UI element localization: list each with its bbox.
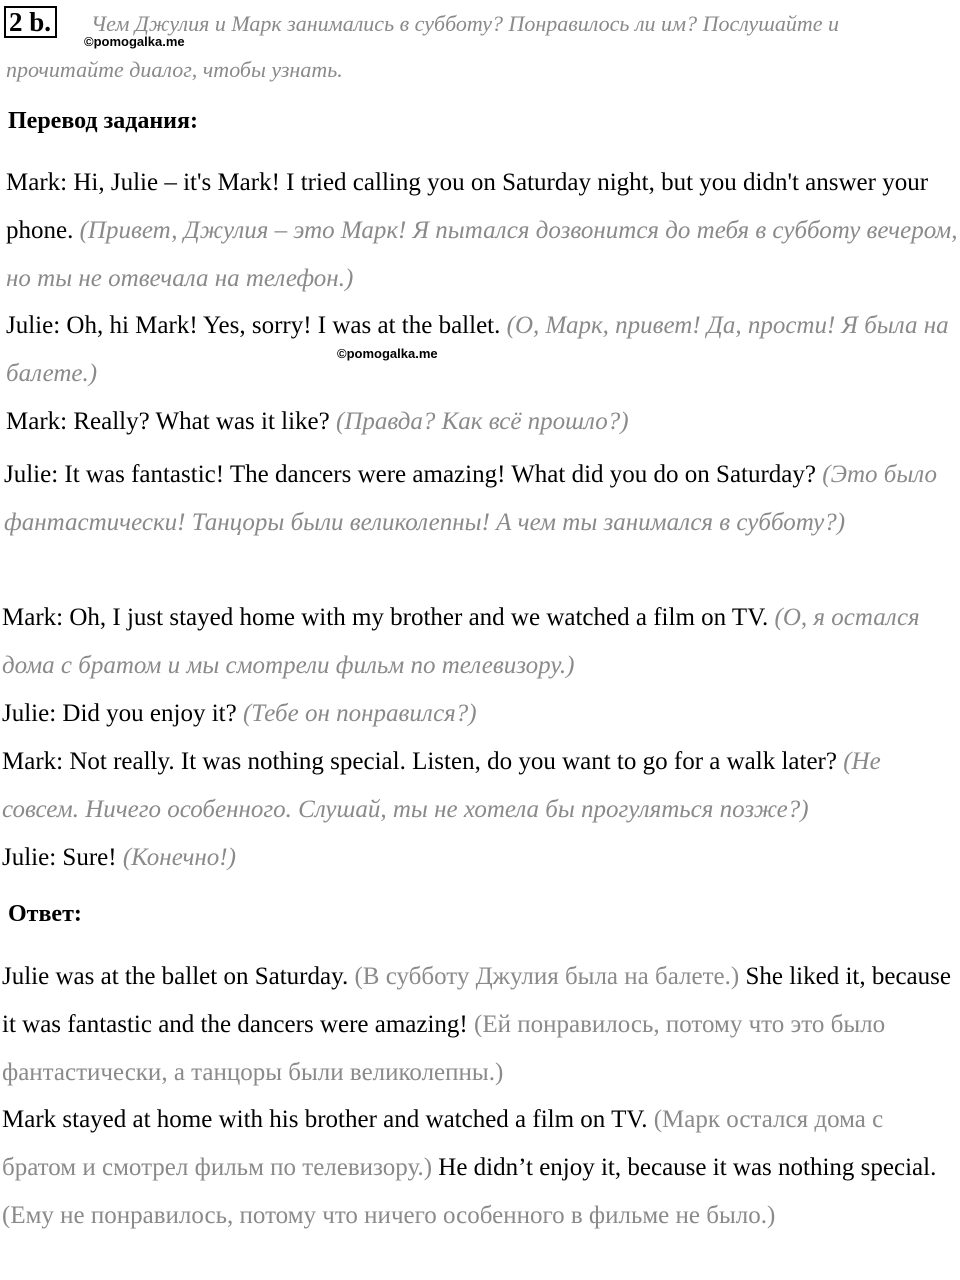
answer-en: She liked it, because it was fantastic and the dancers were amazing! xyxy=(2,963,951,1038)
task-text-line2: прочитайте диалог, чтобы узнать. xyxy=(6,57,343,82)
dialogue-en: Mark: Oh, I just stayed home with my brother and we watched a film on TV. xyxy=(2,604,769,631)
answer-paragraph xyxy=(2,953,954,1097)
dialogue-ru: (Конечно!) xyxy=(122,844,236,871)
answer-en: Mark stayed at home with his brother and watched a film on TV. xyxy=(2,1106,648,1133)
translation-heading: Перевод задания: xyxy=(8,108,198,134)
dialogue-ru: (Привет, Джулия – это Марк! Я пытался дозвонится до тебя в субботу вечером, но ты не отвечала на телефон.) xyxy=(6,217,958,292)
dialogue-en: Mark: Hi, Julie – it's Mark! I tried calling you on Saturday night, but you didn't answer your phone. xyxy=(6,169,929,244)
dialogue-en: Mark: Really? What was it like? xyxy=(6,408,330,435)
dialogue-ru: (О, Марк, привет! Да, прости! Я была на балете.) xyxy=(6,312,949,387)
dialogue-en: Mark: Not really. It was nothing special. Listen, do you want to go for a walk later? xyxy=(2,748,837,775)
answer-paragraph xyxy=(2,1096,954,1240)
answer-heading: Ответ: xyxy=(8,901,82,927)
dialogue-line xyxy=(2,834,954,882)
task-number: 2 b. xyxy=(4,6,57,38)
answer-ru: (Ему не понравилось, потому что ничего особенного в фильме не было.) xyxy=(2,1202,776,1229)
answer-en: He didn’t enjoy it, because it was nothing special. xyxy=(438,1154,937,1181)
answer-ru: (В субботу Джулия была на балете.) xyxy=(354,963,740,990)
watermark: ©pomogalka.me xyxy=(84,34,185,49)
answer-en: Julie was at the ballet on Saturday. xyxy=(2,963,349,990)
dialogue-line xyxy=(2,738,954,834)
dialogue-line xyxy=(2,594,954,690)
dialogue-en: Julie: Sure! xyxy=(2,844,117,871)
dialogue-ru: (Это было фантастически! Танцоры были великолепны! А чем ты занимался в субботу?) xyxy=(4,461,937,536)
dialogue-ru: (Правда? Как всё прошло?) xyxy=(336,408,629,435)
answer-ru: (Ей понравилось, потому что это было фантастически, а танцоры были великолепны.) xyxy=(2,1011,886,1086)
dialogue-ru: (О, я остался дома с братом и мы смотрели фильм по телевизору.) xyxy=(2,604,920,679)
dialogue-line xyxy=(4,451,956,547)
dialogue-line xyxy=(2,690,954,738)
dialogue-en: Julie: It was fantastic! The dancers were amazing! What did you do on Saturday? xyxy=(4,461,816,488)
dialogue-ru: (Тебе он понравился?) xyxy=(242,700,477,727)
watermark: ©pomogalka.me xyxy=(337,346,438,361)
answer-ru: (Марк остался дома с братом и смотрел фильм по телевизору.) xyxy=(2,1106,884,1181)
dialogue-line xyxy=(6,302,958,398)
dialogue-en: Julie: Oh, hi Mark! Yes, sorry! I was at the ballet. xyxy=(6,312,501,339)
dialogue-line xyxy=(6,398,958,446)
task-text-line1: Чем Джулия и Марк занимались в субботу? Понравилось ли им? Послушайте и xyxy=(91,11,840,36)
dialogue-en: Julie: Did you enjoy it? xyxy=(2,700,237,727)
dialogue-line xyxy=(6,159,958,303)
dialogue-ru: (Не совсем. Ничего особенного. Слушай, ты не хотела бы прогуляться позже?) xyxy=(2,748,881,823)
